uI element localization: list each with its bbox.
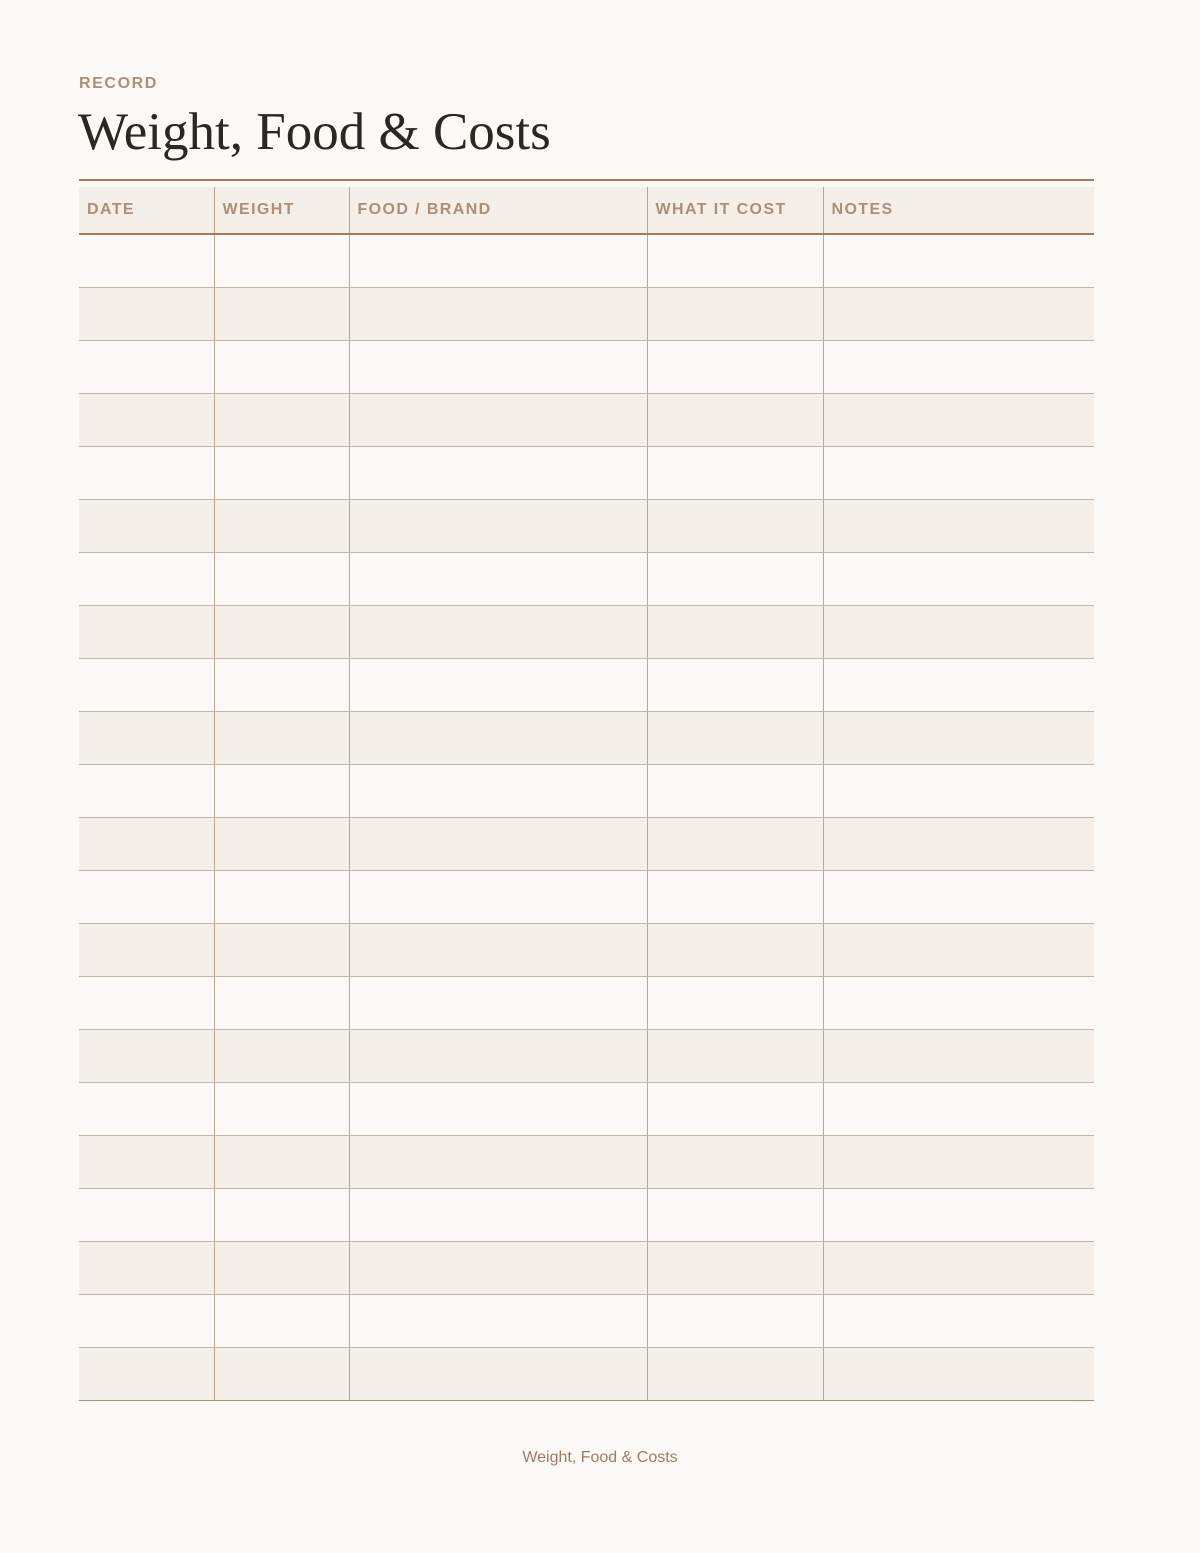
table-row (79, 818, 1094, 871)
column-header-weight: WEIGHT (214, 187, 349, 234)
cell-what-it-cost[interactable] (647, 659, 823, 712)
cell-what-it-cost[interactable] (647, 1242, 823, 1295)
cell-food-brand[interactable] (349, 871, 647, 924)
cell-food-brand[interactable] (349, 447, 647, 500)
cell-notes[interactable] (823, 447, 1094, 500)
cell-weight[interactable] (214, 394, 349, 447)
cell-what-it-cost[interactable] (647, 818, 823, 871)
cell-food-brand[interactable] (349, 1242, 647, 1295)
cell-weight[interactable] (214, 341, 349, 394)
cell-date[interactable] (79, 765, 214, 818)
cell-weight[interactable] (214, 1348, 349, 1401)
cell-food-brand[interactable] (349, 1348, 647, 1401)
cell-date[interactable] (79, 818, 214, 871)
cell-date[interactable] (79, 659, 214, 712)
cell-what-it-cost[interactable] (647, 447, 823, 500)
cell-weight[interactable] (214, 1030, 349, 1083)
cell-food-brand[interactable] (349, 977, 647, 1030)
table-row (79, 234, 1094, 288)
cell-what-it-cost[interactable] (647, 1189, 823, 1242)
cell-date[interactable] (79, 234, 214, 288)
cell-food-brand[interactable] (349, 394, 647, 447)
cell-food-brand[interactable] (349, 1083, 647, 1136)
cell-notes[interactable] (823, 871, 1094, 924)
column-header-notes: NOTES (823, 187, 1094, 234)
table-row (79, 606, 1094, 659)
cell-weight[interactable] (214, 447, 349, 500)
section-eyebrow: RECORD (79, 75, 158, 92)
cell-weight[interactable] (214, 871, 349, 924)
cell-what-it-cost[interactable] (647, 288, 823, 341)
table-row (79, 1030, 1094, 1083)
cell-notes[interactable] (823, 1242, 1094, 1295)
table-row (79, 1348, 1094, 1401)
cell-date[interactable] (79, 1030, 214, 1083)
page-footer: Weight, Food & Costs (522, 1449, 678, 1466)
cell-weight[interactable] (214, 1083, 349, 1136)
table-row (79, 500, 1094, 553)
cell-notes[interactable] (823, 500, 1094, 553)
column-header-date: DATE (79, 187, 214, 234)
table-body (79, 234, 1094, 1401)
cell-date[interactable] (79, 1083, 214, 1136)
cell-notes[interactable] (823, 1136, 1094, 1189)
cell-date[interactable] (79, 1348, 214, 1401)
cell-weight[interactable] (214, 659, 349, 712)
cell-food-brand[interactable] (349, 1136, 647, 1189)
cell-what-it-cost[interactable] (647, 606, 823, 659)
cell-what-it-cost[interactable] (647, 394, 823, 447)
cell-date[interactable] (79, 1189, 214, 1242)
cell-date[interactable] (79, 341, 214, 394)
column-header-what-it-cost: WHAT IT COST (647, 187, 823, 234)
cell-weight[interactable] (214, 288, 349, 341)
table-row (79, 447, 1094, 500)
cell-notes[interactable] (823, 818, 1094, 871)
cell-weight[interactable] (214, 553, 349, 606)
cell-what-it-cost[interactable] (647, 1295, 823, 1348)
table-row (79, 1189, 1094, 1242)
cell-what-it-cost[interactable] (647, 765, 823, 818)
cell-what-it-cost[interactable] (647, 234, 823, 288)
cell-notes[interactable] (823, 659, 1094, 712)
cell-weight[interactable] (214, 606, 349, 659)
table-row (79, 1136, 1094, 1189)
cell-date[interactable] (79, 447, 214, 500)
cell-notes[interactable] (823, 288, 1094, 341)
cell-food-brand[interactable] (349, 765, 647, 818)
cell-weight[interactable] (214, 500, 349, 553)
cell-date[interactable] (79, 924, 214, 977)
cell-notes[interactable] (823, 553, 1094, 606)
cell-date[interactable] (79, 553, 214, 606)
cell-date[interactable] (79, 712, 214, 765)
cell-food-brand[interactable] (349, 1295, 647, 1348)
table-row (79, 712, 1094, 765)
cell-what-it-cost[interactable] (647, 1030, 823, 1083)
cell-what-it-cost[interactable] (647, 341, 823, 394)
cell-notes[interactable] (823, 977, 1094, 1030)
table-row (79, 871, 1094, 924)
cell-notes[interactable] (823, 1295, 1094, 1348)
column-header-food-brand: FOOD / BRAND (349, 187, 647, 234)
cell-what-it-cost[interactable] (647, 1083, 823, 1136)
cell-date[interactable] (79, 977, 214, 1030)
table-row (79, 924, 1094, 977)
cell-weight[interactable] (214, 977, 349, 1030)
page-title: Weight, Food & Costs (78, 103, 551, 161)
cell-notes[interactable] (823, 234, 1094, 288)
cell-date[interactable] (79, 1136, 214, 1189)
cell-weight[interactable] (214, 818, 349, 871)
cell-notes[interactable] (823, 1083, 1094, 1136)
cell-food-brand[interactable] (349, 553, 647, 606)
cell-food-brand[interactable] (349, 924, 647, 977)
cell-notes[interactable] (823, 1348, 1094, 1401)
cell-notes[interactable] (823, 606, 1094, 659)
cell-date[interactable] (79, 288, 214, 341)
cell-date[interactable] (79, 1295, 214, 1348)
table-row (79, 394, 1094, 447)
cell-food-brand[interactable] (349, 1189, 647, 1242)
cell-what-it-cost[interactable] (647, 1136, 823, 1189)
record-table (79, 187, 1094, 1401)
cell-date[interactable] (79, 606, 214, 659)
cell-notes[interactable] (823, 1030, 1094, 1083)
cell-food-brand[interactable] (349, 341, 647, 394)
cell-notes[interactable] (823, 712, 1094, 765)
cell-weight[interactable] (214, 712, 349, 765)
cell-date[interactable] (79, 500, 214, 553)
cell-what-it-cost[interactable] (647, 500, 823, 553)
title-divider (79, 179, 1094, 181)
cell-weight[interactable] (214, 1136, 349, 1189)
cell-date[interactable] (79, 1242, 214, 1295)
cell-weight[interactable] (214, 1295, 349, 1348)
cell-what-it-cost[interactable] (647, 871, 823, 924)
cell-food-brand[interactable] (349, 659, 647, 712)
table-row (79, 288, 1094, 341)
cell-weight[interactable] (214, 924, 349, 977)
cell-weight[interactable] (214, 234, 349, 288)
table-header-row (79, 187, 1094, 234)
cell-weight[interactable] (214, 1189, 349, 1242)
table-row (79, 765, 1094, 818)
cell-notes[interactable] (823, 1189, 1094, 1242)
table-row (79, 1242, 1094, 1295)
table-row (79, 341, 1094, 394)
cell-notes[interactable] (823, 341, 1094, 394)
cell-what-it-cost[interactable] (647, 1348, 823, 1401)
cell-what-it-cost[interactable] (647, 924, 823, 977)
table-row (79, 1083, 1094, 1136)
table-row (79, 659, 1094, 712)
cell-food-brand[interactable] (349, 712, 647, 765)
table-row (79, 553, 1094, 606)
table-row (79, 1295, 1094, 1348)
cell-what-it-cost[interactable] (647, 977, 823, 1030)
cell-food-brand[interactable] (349, 1030, 647, 1083)
cell-what-it-cost[interactable] (647, 553, 823, 606)
cell-food-brand[interactable] (349, 288, 647, 341)
cell-date[interactable] (79, 871, 214, 924)
cell-notes[interactable] (823, 765, 1094, 818)
cell-food-brand[interactable] (349, 606, 647, 659)
cell-food-brand[interactable] (349, 500, 647, 553)
cell-date[interactable] (79, 394, 214, 447)
table-row (79, 977, 1094, 1030)
cell-weight[interactable] (214, 1242, 349, 1295)
cell-food-brand[interactable] (349, 818, 647, 871)
cell-notes[interactable] (823, 924, 1094, 977)
cell-food-brand[interactable] (349, 234, 647, 288)
cell-weight[interactable] (214, 765, 349, 818)
cell-notes[interactable] (823, 394, 1094, 447)
cell-what-it-cost[interactable] (647, 712, 823, 765)
